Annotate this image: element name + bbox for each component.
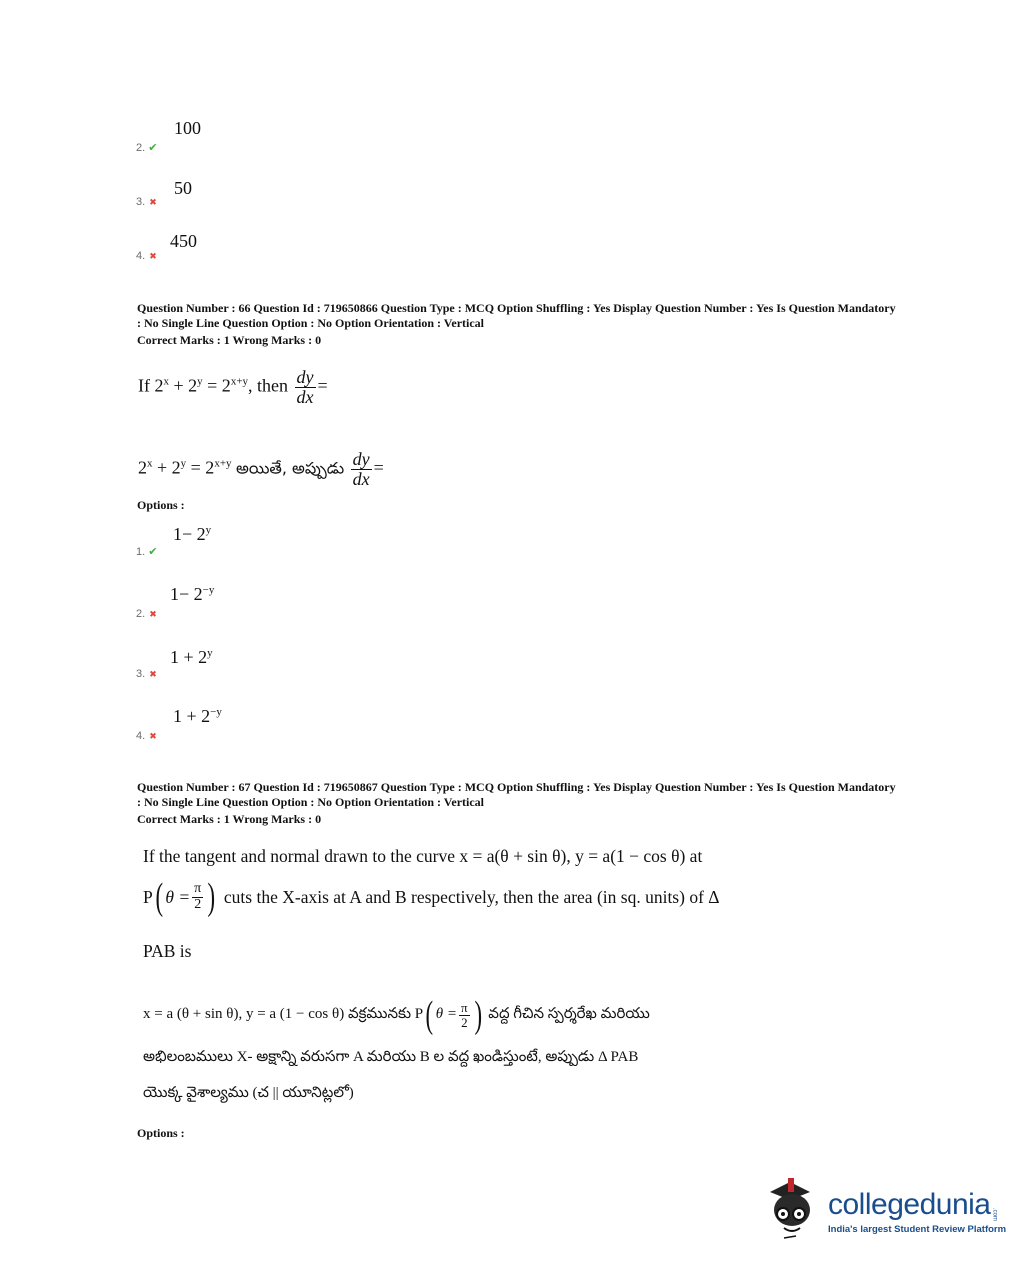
- option-number: 4. ✖: [136, 250, 157, 262]
- question-text-english-line2: P ( θ = $\frac{\pi}{2}$ ) cuts the X-axis at A and B respectively, then the area (in sq. units) of Δ: [143, 876, 720, 918]
- option-number: 2. ✔: [136, 141, 158, 154]
- option-number: 1. ✔: [136, 545, 158, 558]
- option-value: $1 + 2^y$: [170, 647, 213, 667]
- option-value: $1- 2^y$: [173, 524, 212, 544]
- cross-icon: ✖: [149, 610, 157, 620]
- option-value: $1 + 2^{-y}$: [173, 706, 222, 726]
- option-number: 3. ✖: [136, 196, 157, 208]
- question-meta: Question Number : 67 Question Id : 719650867 Question Type : MCQ Option Shuffling : Yes Display Question Number : Yes Is Question Mandatory : No Single Line Question Option : No Option Orientation : Vertical Correct Marks : 1 Wrong Marks : 0: [137, 780, 896, 826]
- collegedunia-logo: [766, 1178, 1006, 1244]
- option-value: 100: [174, 118, 201, 138]
- brand-name: collegedunia: [828, 1187, 991, 1221]
- option-number: 2. ✖: [136, 608, 157, 620]
- cross-icon: ✖: [149, 252, 157, 262]
- mascot-icon: [766, 1178, 824, 1244]
- question-text-english: If $2^x + 2^y = 2^{x+y}$, then $\frac{dy}{dx}$ =: [138, 367, 328, 407]
- cross-icon: ✖: [149, 670, 157, 680]
- question-text-english-line1: If the tangent and normal drawn to the curve x = a(θ + sin θ), y = a(1 − cos θ) at: [143, 846, 703, 866]
- brand-dotcom: .com: [991, 1208, 998, 1222]
- option-value: 50: [174, 178, 192, 198]
- question-text-telugu: $2^x + 2^y = 2^{x+y}$ అయితే, అప్పుడు $\frac{dy}{dx}$ =: [138, 449, 384, 489]
- question-text-telugu-line3: యొక్క వైశాల్యము (చ || యూనిట్లలో): [143, 1085, 354, 1101]
- question-text-telugu-line1: x = a (θ + sin θ), y = a (1 − cos θ) వక్రమునకు P ( θ = $\frac{\pi}{2}$ ) వద్ద గీచిన స్పర్శరేఖ మరియు: [143, 994, 650, 1036]
- question-text-telugu-line2: అభిలంబములు X- అక్షాన్ని వరుసగా A మరియు B ల వద్ద ఖండిస్తుంటే, అప్పుడు Δ PAB: [143, 1049, 639, 1065]
- option-number: 4. ✖: [136, 730, 157, 742]
- check-icon: ✔: [148, 141, 158, 154]
- cross-icon: ✖: [149, 732, 157, 742]
- options-label: Options :: [137, 1126, 185, 1140]
- cross-icon: ✖: [149, 198, 157, 208]
- question-meta: Question Number : 66 Question Id : 719650866 Question Type : MCQ Option Shuffling : Yes Display Question Number : Yes Is Question Mandatory : No Single Line Question Option : No Option Orientation : Vertical Correct Marks : 1 Wrong Marks : 0: [137, 301, 896, 347]
- option-value: $1- 2^{-y}$: [170, 584, 215, 604]
- option-value: 450: [170, 231, 197, 251]
- check-icon: ✔: [148, 545, 158, 558]
- option-number: 3. ✖: [136, 668, 157, 680]
- options-label: Options :: [137, 498, 185, 512]
- question-text-english-line3: PAB is: [143, 941, 192, 961]
- brand-tagline: India's largest Student Review Platform: [828, 1223, 1007, 1235]
